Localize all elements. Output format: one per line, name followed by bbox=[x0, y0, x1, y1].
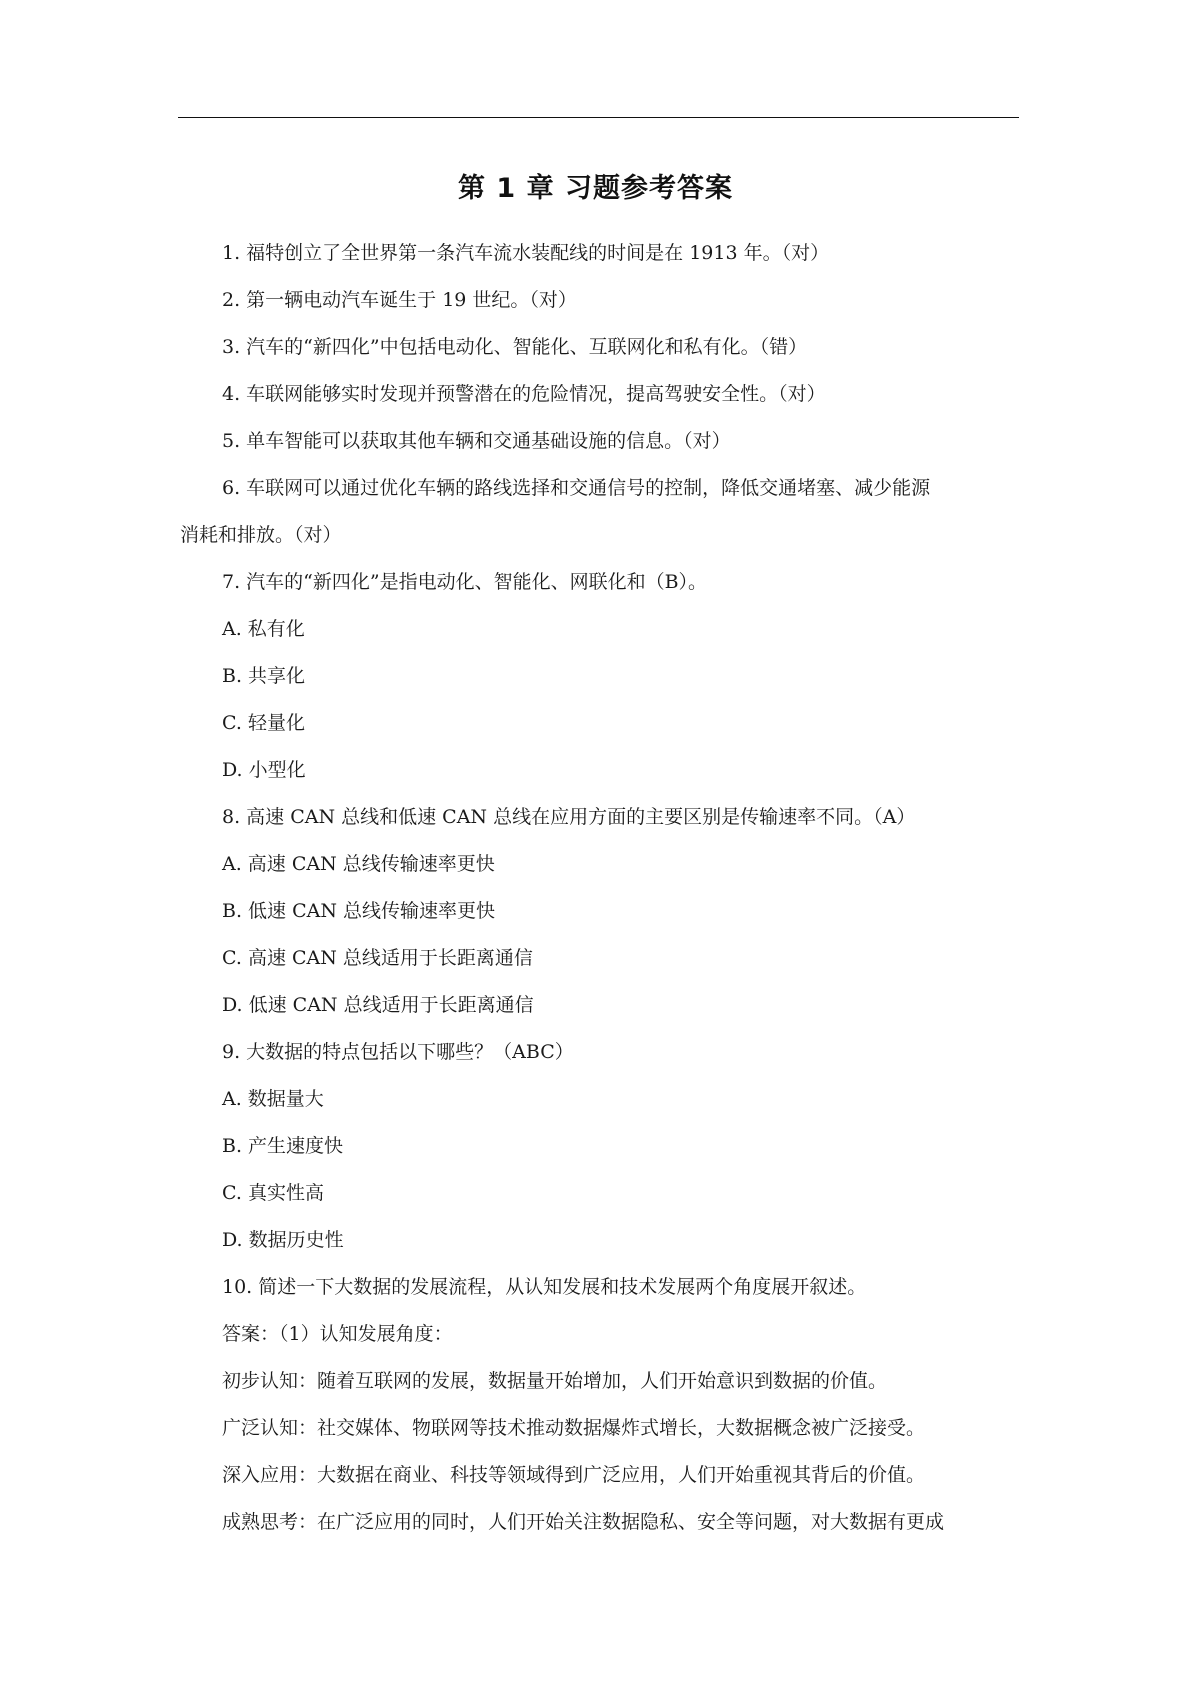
question-7-option-d: D. 小型化 bbox=[222, 759, 306, 781]
question-9: 9. 大数据的特点包括以下哪些？（ABC） bbox=[222, 1041, 574, 1063]
question-4: 4. 车联网能够实时发现并预警潜在的危险情况，提高驾驶安全性。（对） bbox=[222, 383, 826, 405]
question-7: 7. 汽车的“新四化”是指电动化、智能化、网联化和（B）。 bbox=[222, 571, 708, 593]
question-7-option-c: C. 轻量化 bbox=[222, 712, 305, 734]
question-6-continuation: 消耗和排放。（对） bbox=[180, 524, 342, 546]
page-title: 第 1 章 习题参考答案 bbox=[458, 173, 733, 204]
header-rule bbox=[178, 117, 1019, 118]
question-8-option-c: C. 高速 CAN 总线适用于长距离通信 bbox=[222, 947, 533, 969]
question-3: 3. 汽车的“新四化”中包括电动化、智能化、互联网化和私有化。（错） bbox=[222, 336, 808, 358]
question-10: 10. 简述一下大数据的发展流程，从认知发展和技术发展两个角度展开叙述。 bbox=[222, 1276, 867, 1298]
question-9-option-d: D. 数据历史性 bbox=[222, 1229, 344, 1251]
question-5: 5. 单车智能可以获取其他车辆和交通基础设施的信息。（对） bbox=[222, 430, 731, 452]
answer-stage-applied: 深入应用：大数据在商业、科技等领域得到广泛应用，人们开始重视其背后的价值。 bbox=[222, 1464, 926, 1486]
question-6: 6. 车联网可以通过优化车辆的路线选择和交通信号的控制，降低交通堵塞、减少能源 bbox=[222, 477, 931, 499]
question-9-option-a: A. 数据量大 bbox=[222, 1088, 324, 1110]
question-7-option-b: B. 共享化 bbox=[222, 665, 306, 687]
question-9-option-b: B. 产生速度快 bbox=[222, 1135, 344, 1157]
answer-heading: 答案：（1）认知发展角度： bbox=[222, 1323, 453, 1345]
question-8: 8. 高速 CAN 总线和低速 CAN 总线在应用方面的主要区别是传输速率不同。（A） bbox=[222, 806, 916, 828]
question-8-option-a: A. 高速 CAN 总线传输速率更快 bbox=[222, 853, 495, 875]
question-9-option-c: C. 真实性高 bbox=[222, 1182, 324, 1204]
answer-stage-mature: 成熟思考：在广泛应用的同时，人们开始关注数据隐私、安全等问题，对大数据有更成 bbox=[222, 1511, 945, 1533]
document-body bbox=[180, 230, 1022, 1546]
question-7-option-a: A. 私有化 bbox=[222, 618, 305, 640]
question-8-option-b: B. 低速 CAN 总线传输速率更快 bbox=[222, 900, 496, 922]
question-8-option-d: D. 低速 CAN 总线适用于长距离通信 bbox=[222, 994, 534, 1016]
question-2: 2. 第一辆电动汽车诞生于 19 世纪。（对） bbox=[222, 289, 577, 311]
answer-stage-initial: 初步认知：随着互联网的发展，数据量开始增加，人们开始意识到数据的价值。 bbox=[222, 1370, 888, 1392]
answer-stage-broad: 广泛认知：社交媒体、物联网等技术推动数据爆炸式增长，大数据概念被广泛接受。 bbox=[222, 1417, 926, 1439]
question-1: 1. 福特创立了全世界第一条汽车流水装配线的时间是在 1913 年。（对） bbox=[222, 242, 830, 264]
